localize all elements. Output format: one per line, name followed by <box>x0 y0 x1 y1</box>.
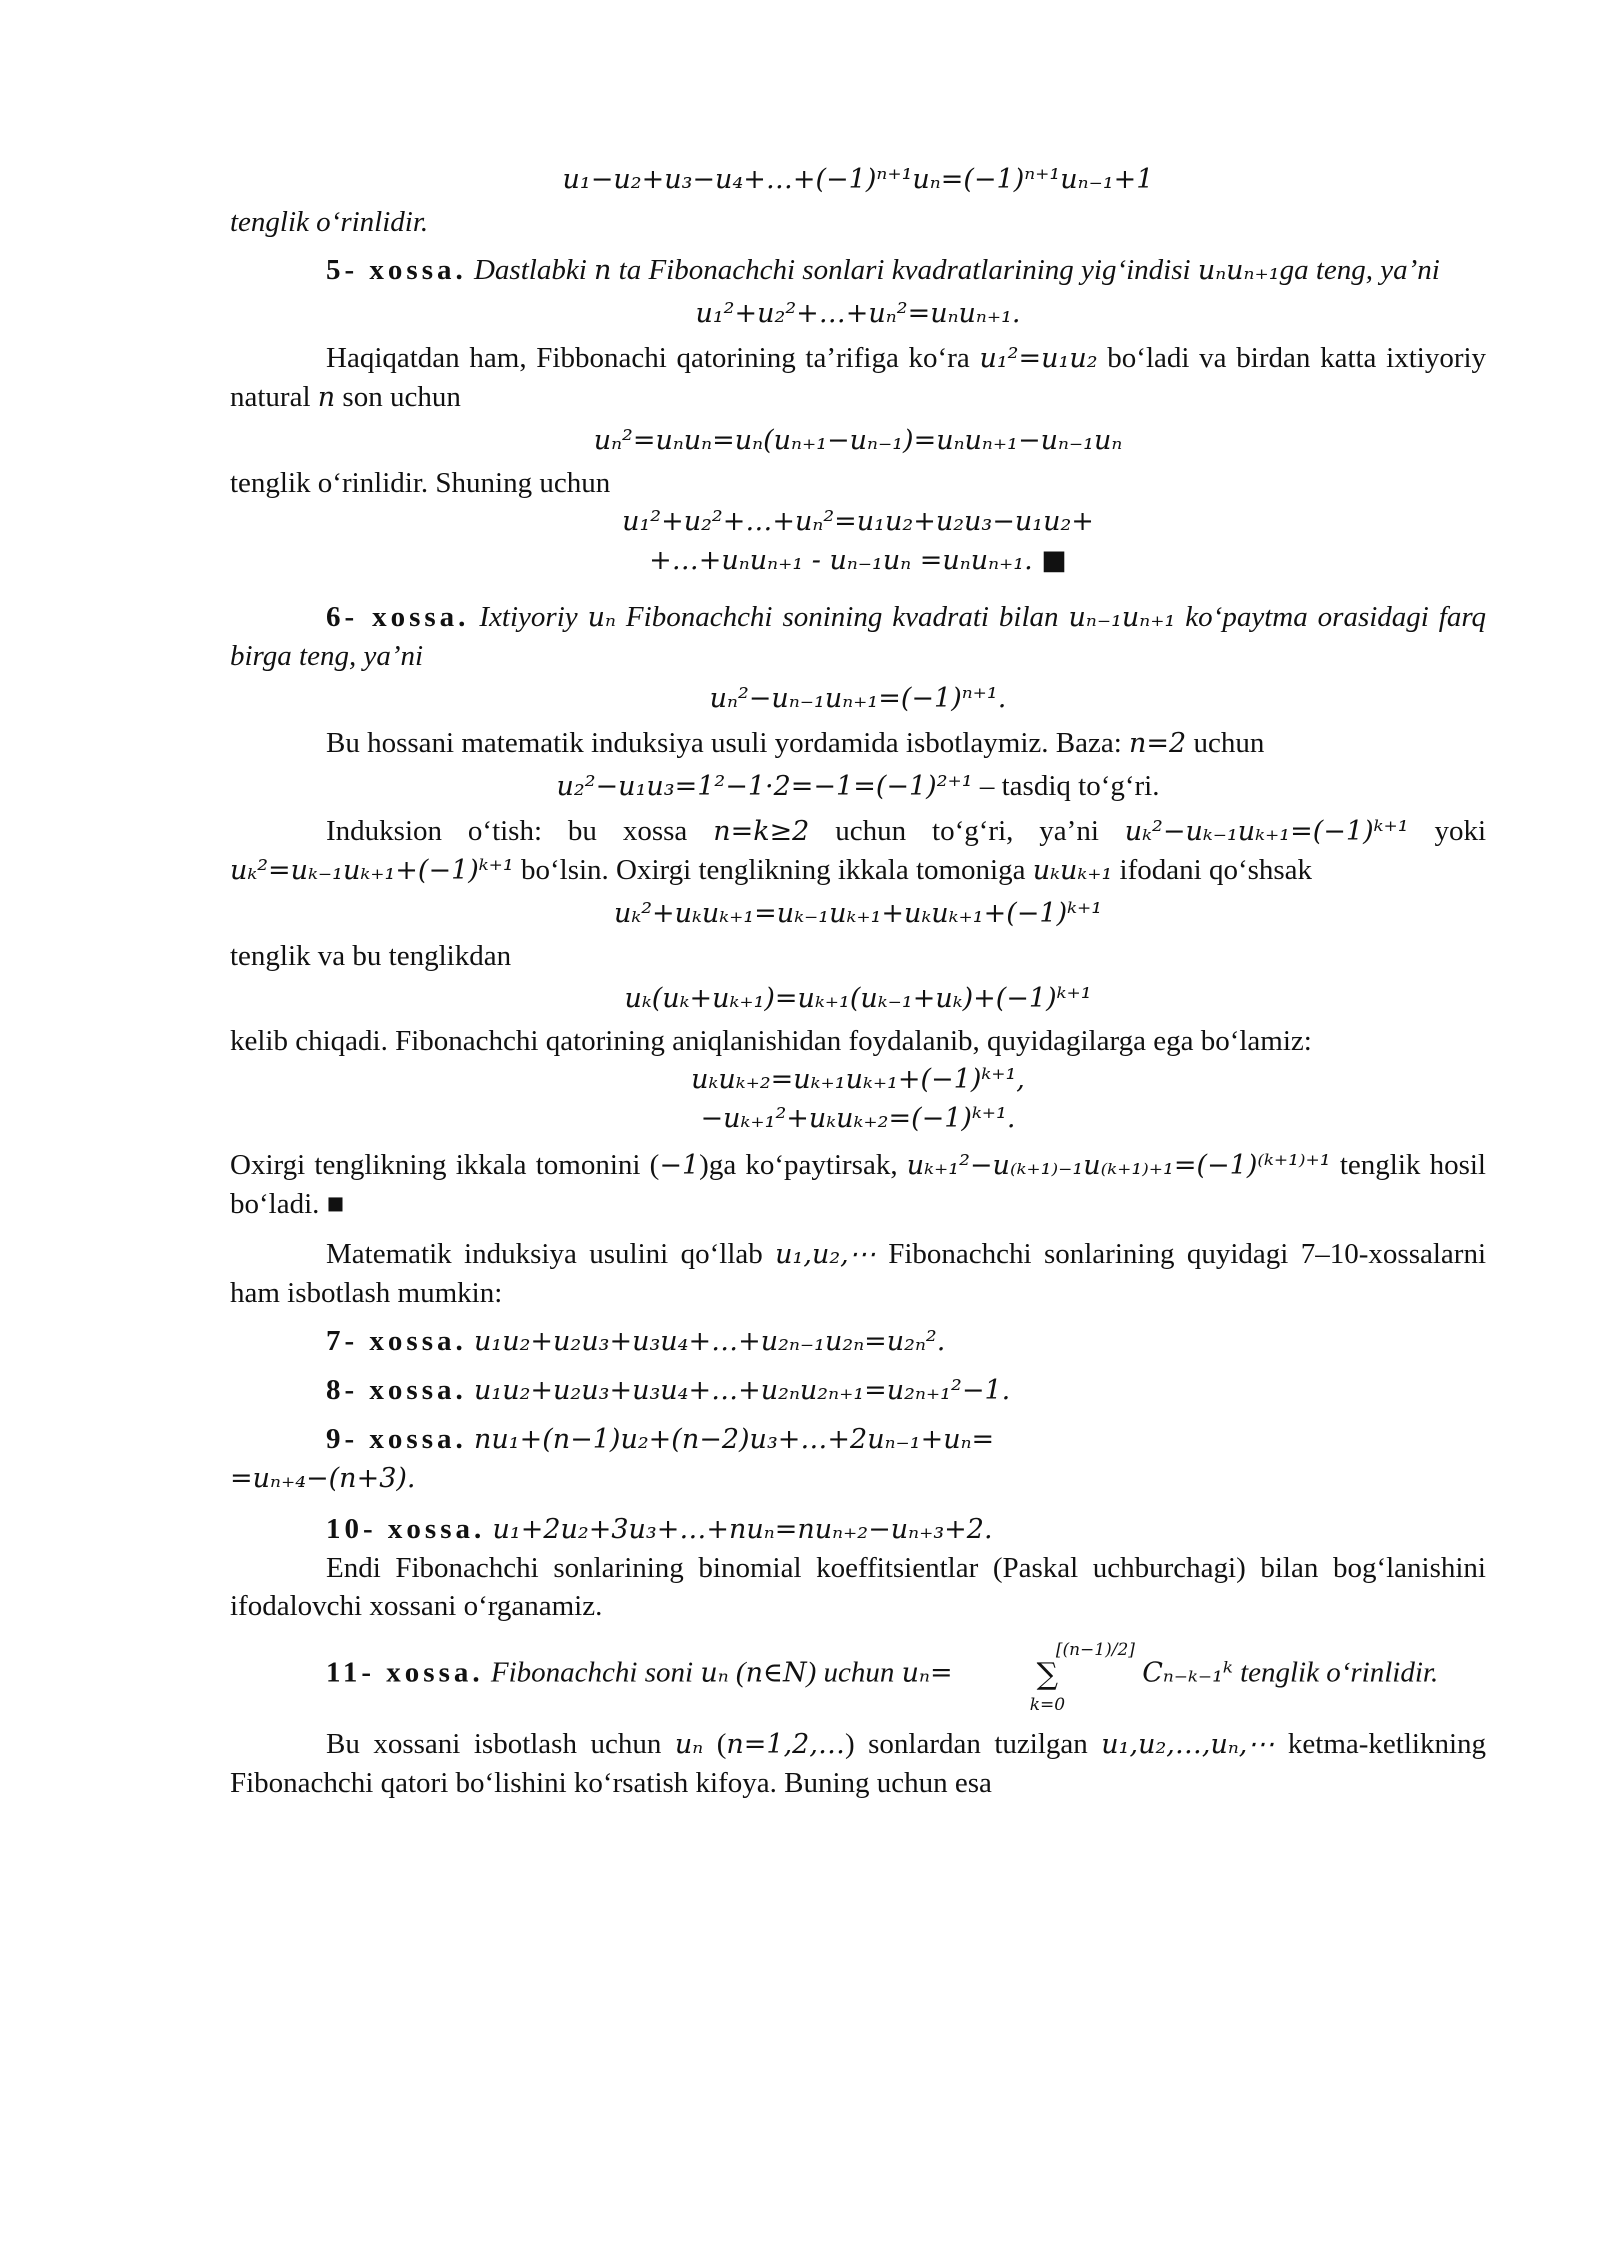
formula-5c-line2: +…+uₙuₙ₊₁ - uₙ₋₁uₙ =uₙuₙ₊₁. ■ <box>649 545 1067 576</box>
paragraph-5b: Haqiqatdan ham, Fibbonachi qatorining ta’rifiga ko‘ra u₁²=u₁u₂ bo‘ladi va birdan katta ixtiyoriy natural n son uchun <box>230 342 1487 413</box>
property-8: 8- xossa. u₁u₂+u₂u₃+u₃u₄+…+u₂ₙu₂ₙ₊₁=u₂ₙ₊₁²−1. <box>326 1374 1011 1406</box>
text-line: kelib chiqadi. Fibonachchi qatorining aniqlanishidan foydalanib, quyidagilarga ega bo‘lamiz: <box>230 1025 1312 1057</box>
text-line: tenglik o‘rinlidir. Shuning uchun <box>230 467 611 499</box>
property-7: 7- xossa. u₁u₂+u₂u₃+u₃u₄+…+u₂ₙ₋₁u₂ₙ=u₂ₙ². <box>326 1325 946 1357</box>
formula-5: u₁²+u₂²+…+uₙ²=uₙuₙ₊₁. <box>695 298 1021 329</box>
paragraph-11: Endi Fibonachchi sonlarining binomial koeffitsientlar (Paskal uchburchagi) bilan bog‘lanishini ifodalovchi xossani o‘rganamiz. <box>230 1552 1486 1622</box>
property-5: 5- xossa. Dastlabki n ta Fibonachchi sonlari kvadratlarining yig‘indisi uₙuₙ₊₁ga teng, ya’ni <box>326 254 1440 286</box>
paragraph-6d: Oxirgi tenglikning ikkala tomonini (−1)ga ko‘paytirsak, uₖ₊₁²−u₍ₖ₊₁₎₋₁u₍ₖ₊₁₎₊₁=(−1)⁽ᵏ⁺¹⁾⁺¹ tenglik hosil bo‘ladi. ■ <box>230 1149 1486 1220</box>
formula-6c: uₖ²+uₖuₖ₊₁=uₖ₋₁uₖ₊₁+uₖuₖ₊₁+(−1)ᵏ⁺¹ <box>613 898 1103 929</box>
property-11: 11- xossa. Fibonachchi soni uₙ (n∈N) uchun uₙ= [(n−1)/2] ∑ k=0 Cₙ₋ₖ₋₁ᵏ tenglik o‘rinlidir. <box>230 1635 1486 1715</box>
text-line: tenglik va bu tenglikdan <box>230 940 512 972</box>
paragraph-6b: Bu hossani matematik induksiya usuli yordamida isbotlaymiz. Baza: n=2 uchun <box>326 727 1265 759</box>
paragraph-12: Bu xossani isbotlash uchun uₙ (n=1,2,…) sonlardan tuzilgan u₁,u₂,…,uₙ,⋯ ketma-ketlikning Fibonachchi qatori bo‘lishini ko‘rsatish kifoya. Buning uchun esa <box>230 1728 1487 1799</box>
formula-top: u₁−u₂+u₃−u₄+…+(−1)ⁿ⁺¹uₙ=(−1)ⁿ⁺¹uₙ₋₁+1 <box>562 164 1154 195</box>
property-9-cont: =uₙ₊₄−(n+3). <box>230 1463 416 1494</box>
property-10: 10- xossa. u₁+2u₂+3u₃+…+nuₙ=nuₙ₊₂−uₙ₊₃+2. <box>326 1513 993 1545</box>
paragraph-6c: Induksion o‘tish: bu xossa n=k≥2 uchun to‘g‘ri, ya’ni uₖ²−uₖ₋₁uₖ₊₁=(−1)ᵏ⁺¹ yoki uₖ²=uₖ₋₁uₖ₊₁+(−1)ᵏ⁺¹ bo‘lsin. Oxirgi tenglikning ikkala tomoniga uₖuₖ₊₁ ifodani qo‘shsak <box>230 815 1486 886</box>
page-content <box>230 156 1486 1802</box>
formula-6b: u₂²−u₁u₃=1²−1·2=−1=(−1)²⁺¹ – tasdiq to‘g‘ri. <box>556 770 1160 802</box>
paragraph-7: Matematik induksiya usulini qo‘llab u₁,u₂,⋯ Fibonachchi sonlarining quyidagi 7–10-xossalarni ham isbotlash mumkin: <box>230 1238 1487 1309</box>
property-9: 9- xossa. nu₁+(n−1)u₂+(n−2)u₃+…+2uₙ₋₁+uₙ= <box>326 1423 995 1455</box>
formula-6d: uₖ(uₖ+uₖ₊₁)=uₖ₊₁(uₖ₋₁+uₖ)+(−1)ᵏ⁺¹ <box>624 983 1092 1014</box>
summation: [(n−1)/2] ∑ k=0 <box>1029 1640 1135 1715</box>
formula-6e-line1: uₖuₖ₊₂=uₖ₊₁uₖ₊₁+(−1)ᵏ⁺¹, <box>691 1064 1025 1095</box>
text-line: tenglik o‘rinlidir. <box>230 206 429 238</box>
formula-5b: uₙ²=uₙuₙ=uₙ(uₙ₊₁−uₙ₋₁)=uₙuₙ₊₁−uₙ₋₁uₙ <box>593 425 1123 456</box>
property-6: 6- xossa. Ixtiyoriy uₙ Fibonachchi sonining kvadrati bilan uₙ₋₁uₙ₊₁ ko‘paytma orasidagi farq birga teng, ya’ni <box>230 601 1487 672</box>
formula-6e-line2: −uₖ₊₁²+uₖuₖ₊₂=(−1)ᵏ⁺¹. <box>700 1103 1016 1134</box>
formula-6: uₙ²−uₙ₋₁uₙ₊₁=(−1)ⁿ⁺¹. <box>709 683 1007 714</box>
formula-5c-line1: u₁²+u₂²+…+uₙ²=u₁u₂+u₂u₃−u₁u₂+ <box>622 506 1094 537</box>
